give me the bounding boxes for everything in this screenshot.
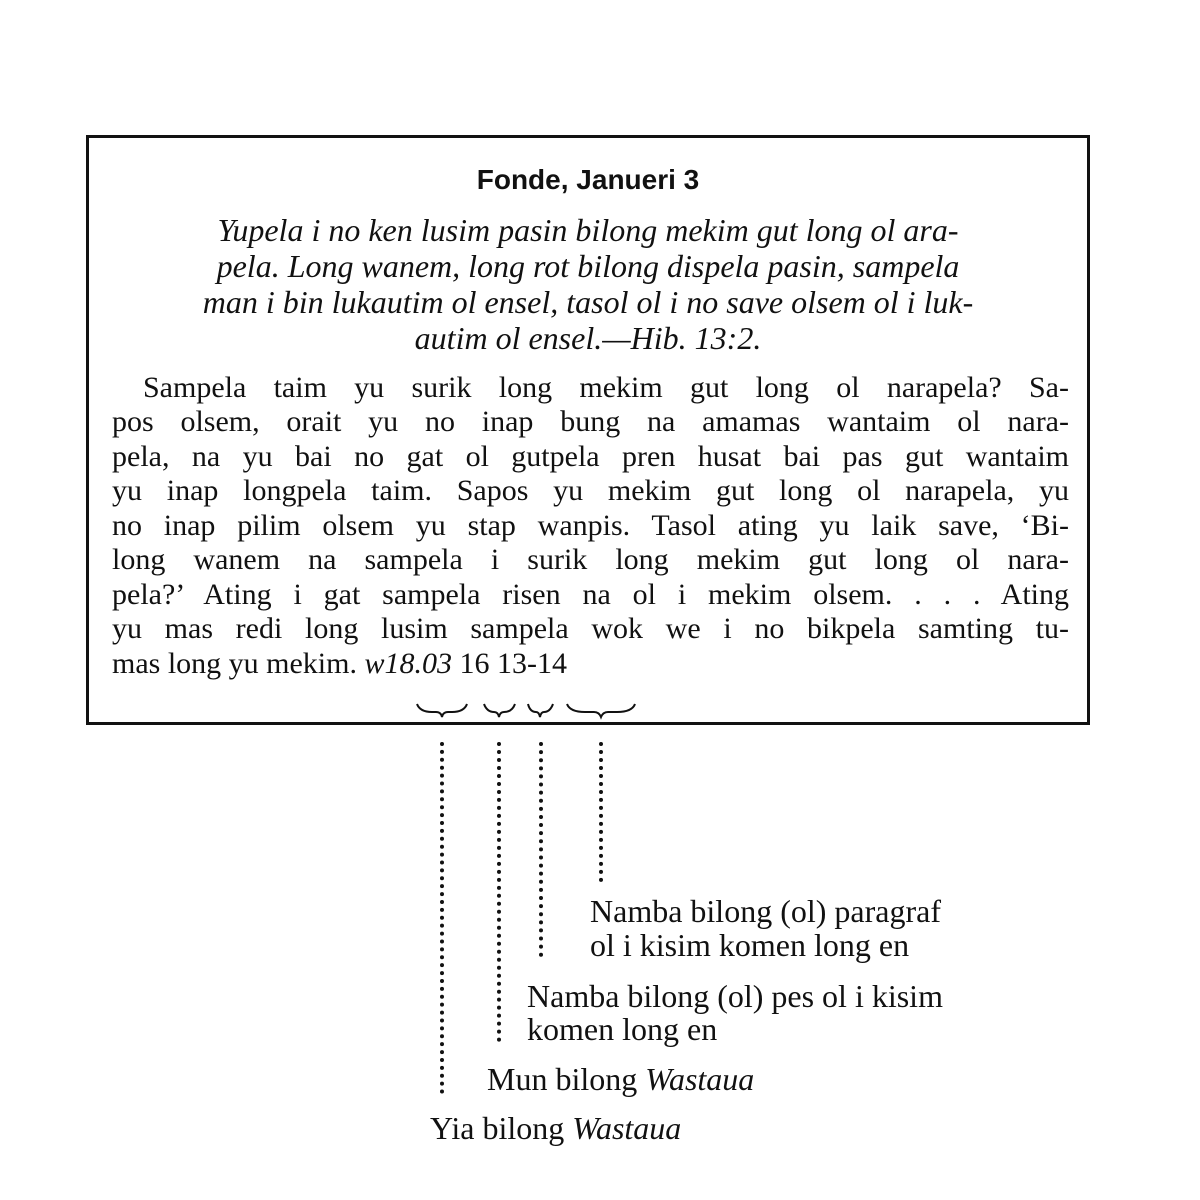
label-italic: Wastaua	[572, 1110, 682, 1146]
label-text: Yia bilong	[430, 1110, 565, 1146]
body-line: yu inap longpela taim. Sapos yu mekim gut long ol narapela, yu	[112, 474, 1069, 507]
dotted-leader-paragraphs	[599, 742, 603, 882]
dotted-leader-page	[539, 742, 543, 957]
dotted-leader-year	[440, 742, 444, 1094]
ref-month: .03	[414, 647, 452, 680]
body-line: no inap pilim olsem yu stap wanpis. Tasol ating yu laik save, ‘Bi-	[112, 509, 1069, 542]
body-line: pos olsem, orait yu no inap bung na amamas wantaim ol nara-	[112, 405, 1069, 438]
brace-year	[417, 704, 467, 717]
body-line: pela, na yu bai no gat ol gutpela pren husat bai pas gut wantaim	[112, 440, 1069, 473]
body-line: long wanem na sampela i surik long mekim gut long ol nara-	[112, 543, 1069, 576]
label-year	[430, 1110, 681, 1147]
verse-text: pela. Long wanem, long rot bilong dispela pasin, sampela	[216, 248, 960, 284]
label-page-line1: Namba bilong (ol) pes ol i kisim	[527, 978, 943, 1014]
verse-text: autim ol ensel.—Hib. 13:2.	[414, 320, 762, 356]
label-month	[487, 1061, 754, 1098]
date-heading: Fonde, Janueri 3	[476, 164, 700, 195]
verse-text: man i bin lukautim ol ensel, tasol ol i no save olsem ol i luk-	[202, 284, 974, 320]
body-line: yu mas redi long lusim sampela wok we i no bikpela samting tu-	[112, 612, 1069, 645]
ref-page: 16	[459, 647, 490, 680]
brace-paragraphs	[567, 704, 635, 717]
label-text: Mun bilong	[487, 1061, 638, 1097]
label-italic: Wastaua	[645, 1061, 755, 1097]
brace-month	[484, 704, 515, 717]
brace-page	[528, 704, 553, 717]
body-text: mas long yu mekim.	[112, 647, 357, 680]
label-page-line2: komen long en	[527, 1011, 718, 1047]
verse-text: Yupela i no ken lusim pasin bilong mekim gut long ol ara-	[217, 212, 959, 248]
label-paragraph-line1: Namba bilong (ol) paragraf	[590, 893, 941, 929]
label-paragraph-line2: ol i kisim komen long en	[590, 927, 910, 963]
dotted-leader-month	[497, 742, 501, 1042]
ref-year: w18	[364, 647, 415, 680]
body-line: pela?’ Ating i gat sampela risen na ol i mekim olsem. . . . Ating	[112, 578, 1069, 611]
ref-paragraphs: 13-14	[497, 647, 567, 680]
body-line: Sampela taim yu surik long mekim gut long ol narapela? Sa-	[143, 371, 1069, 404]
